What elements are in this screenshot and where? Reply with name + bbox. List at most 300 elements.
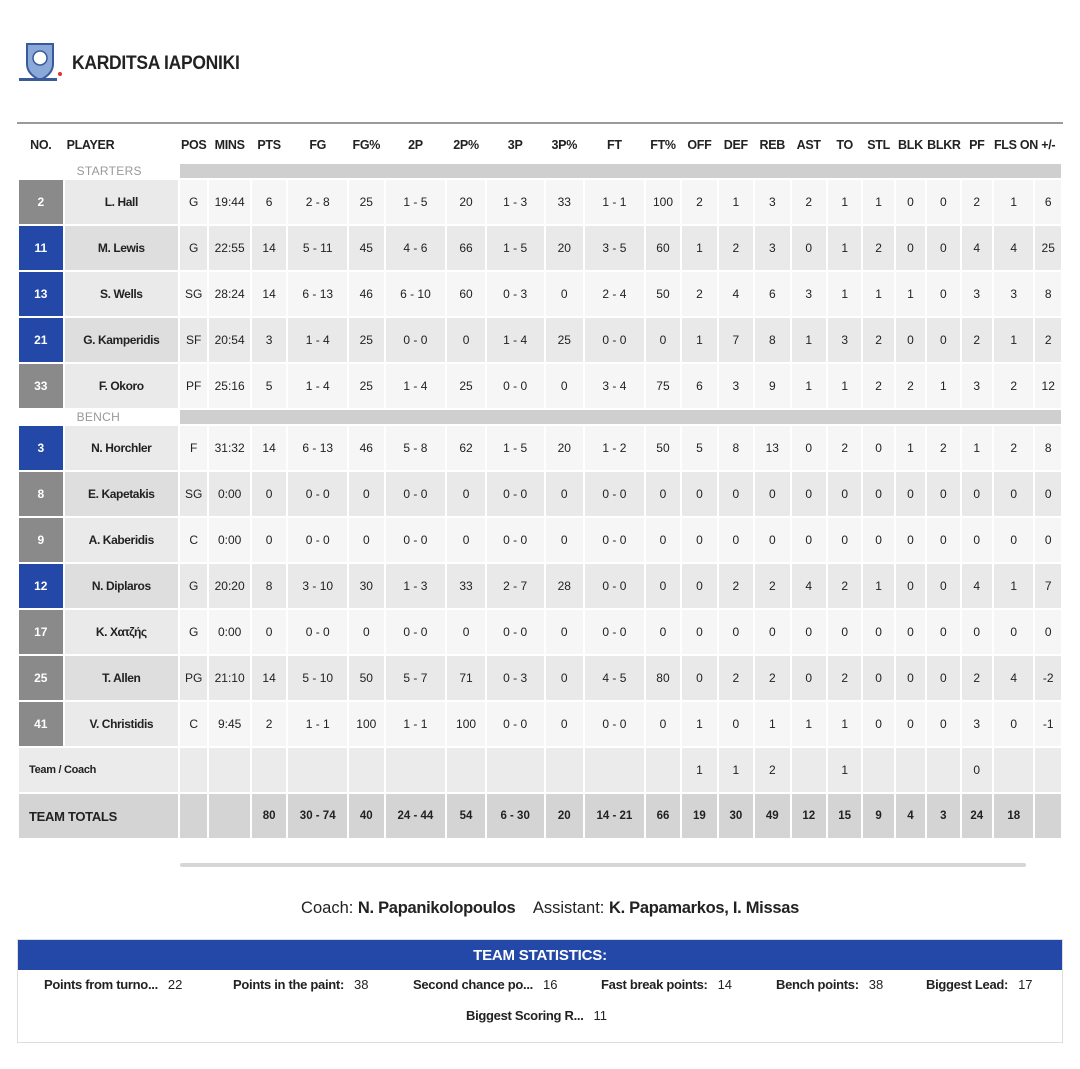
stat-fg: 0 - 0 [288, 610, 347, 656]
stat-ftp: 0 [646, 318, 680, 364]
stat-blkr: 0 [927, 656, 959, 702]
stat-reb: 0 [755, 472, 789, 518]
jersey-number: 17 [19, 610, 63, 656]
stat-fg: 6 - 13 [288, 426, 347, 472]
stat-blkr: 0 [927, 272, 959, 318]
column-header: 2P [408, 138, 423, 152]
column-header: 3P [507, 138, 523, 152]
stat-to: 1 [828, 748, 861, 794]
stat-p2: 0 - 0 [386, 472, 446, 518]
stat-ftp: 0 [646, 472, 680, 518]
stat-pm: -2 [1035, 656, 1061, 702]
stat-to: 2 [828, 656, 861, 702]
stat-ft [585, 748, 644, 794]
stat-pts: 0 [252, 518, 286, 564]
table-header-row [19, 126, 1061, 164]
stat-fg: 1 - 4 [288, 318, 347, 364]
total-ftp: 66 [646, 794, 680, 838]
stat-blkr [927, 748, 959, 794]
stat-mins: 9:45 [209, 702, 250, 748]
stat-blk: 0 [896, 518, 925, 564]
stat-pf: 2 [962, 656, 992, 702]
stat-flson: 0 [994, 610, 1034, 656]
column-header: 2P% [453, 138, 479, 152]
stat-ast: 1 [792, 702, 826, 748]
stat-blkr: 0 [927, 226, 959, 272]
column-header: PLAYER [66, 138, 115, 152]
stat-p2: 5 - 7 [386, 656, 446, 702]
stat-blkr: 0 [927, 318, 959, 364]
stat-p2p: 66 [447, 226, 484, 272]
team-coach-row [19, 748, 1061, 794]
stat-ftp: 60 [646, 226, 680, 272]
stat-mins: 25:16 [209, 364, 250, 410]
stat-pos: F [180, 426, 207, 472]
stat-pos: C [180, 518, 207, 564]
total-fg: 30 - 74 [288, 794, 347, 838]
stat-fgp: 0 [349, 518, 383, 564]
stat-fgp: 30 [349, 564, 383, 610]
stat-ft: 0 - 0 [585, 318, 644, 364]
section-divider [180, 410, 1061, 426]
player-name-link[interactable]: F. Okoro [65, 364, 178, 410]
stat-stl: 1 [863, 180, 893, 226]
player-name-link[interactable]: V. Christidis [65, 702, 178, 748]
stat-flson: 4 [994, 226, 1034, 272]
stat-pts: 3 [252, 318, 286, 364]
stat-def: 0 [719, 610, 753, 656]
stat-mins: 21:10 [209, 656, 250, 702]
stat-ast [792, 748, 826, 794]
stat-mins: 19:44 [209, 180, 250, 226]
total-mins [209, 794, 250, 838]
coach-label: Coach: [301, 899, 354, 917]
stat-mins [209, 748, 250, 794]
stat-ft: 3 - 4 [585, 364, 644, 410]
stat-off: 1 [682, 748, 716, 794]
stat-p3: 0 - 3 [487, 272, 544, 318]
stat-stl [863, 748, 893, 794]
stat-ftp: 0 [646, 610, 680, 656]
stat-ft: 3 - 5 [585, 226, 644, 272]
stat-pos: G [180, 564, 207, 610]
player-name-link[interactable]: L. Hall [65, 180, 178, 226]
stat-pos: G [180, 180, 207, 226]
stat-ast: 1 [792, 364, 826, 410]
stat-flson: 0 [994, 702, 1034, 748]
stat-ft: 0 - 0 [585, 702, 644, 748]
stat-off: 0 [682, 472, 716, 518]
stat-pm: 6 [1035, 180, 1061, 226]
stat-to: 1 [828, 272, 861, 318]
stat-p2: 1 - 5 [386, 180, 446, 226]
stat-p3p: 0 [546, 272, 583, 318]
stat-stl: 1 [863, 272, 893, 318]
stat-p3: 0 - 0 [487, 518, 544, 564]
stat-ft: 4 - 5 [585, 656, 644, 702]
stat-item: Fast break points: 14 [601, 977, 733, 992]
player-name-link[interactable]: S. Wells [65, 272, 178, 318]
stat-blkr: 0 [927, 610, 959, 656]
stat-def: 3 [719, 364, 753, 410]
column-header: FG% [352, 138, 381, 152]
column-header: REB [759, 138, 786, 152]
stat-p2 [386, 748, 446, 794]
player-row[interactable] [19, 318, 1061, 364]
stat-pts: 8 [252, 564, 286, 610]
stat-ast: 0 [792, 226, 826, 272]
stat-blkr: 0 [927, 518, 959, 564]
stat-to: 0 [828, 610, 861, 656]
player-row[interactable] [19, 656, 1061, 702]
player-row[interactable] [19, 472, 1061, 518]
stat-mins: 31:32 [209, 426, 250, 472]
stat-p2: 0 - 0 [386, 518, 446, 564]
section-label: BENCH [65, 410, 178, 426]
section-divider [180, 164, 1061, 180]
player-name-link[interactable]: M. Lewis [65, 226, 178, 272]
stat-pf: 4 [962, 564, 992, 610]
stat-off: 1 [682, 702, 716, 748]
stat-flson: 1 [994, 180, 1034, 226]
stat-mins: 28:24 [209, 272, 250, 318]
coach-name: N. Papanikolopoulos [357, 899, 516, 917]
stat-pm: 0 [1035, 518, 1061, 564]
stat-mins: 0:00 [209, 610, 250, 656]
stat-ftp [646, 748, 680, 794]
column-header: FG [309, 138, 327, 152]
stat-ftp: 0 [646, 702, 680, 748]
stat-off: 0 [682, 656, 716, 702]
total-reb: 49 [755, 794, 789, 838]
stat-fgp: 25 [349, 364, 383, 410]
stat-stl: 0 [863, 656, 893, 702]
stat-fg: 1 - 4 [288, 364, 347, 410]
stat-p2p: 0 [447, 518, 484, 564]
stat-p3: 0 - 0 [487, 702, 544, 748]
stat-stl: 0 [863, 518, 893, 564]
stat-reb: 3 [755, 226, 789, 272]
team-header [17, 40, 1063, 100]
total-blkr: 3 [927, 794, 959, 838]
stat-pts: 14 [252, 272, 286, 318]
stat-def: 0 [719, 472, 753, 518]
stat-p2p: 71 [447, 656, 484, 702]
player-name-link[interactable]: K. Χατζής [65, 610, 178, 656]
stat-pos: C [180, 702, 207, 748]
stat-ft: 1 - 2 [585, 426, 644, 472]
stat-def: 0 [719, 702, 753, 748]
stat-flson: 1 [994, 564, 1034, 610]
stat-to: 1 [828, 180, 861, 226]
stat-fg: 1 - 1 [288, 702, 347, 748]
stat-pts: 0 [252, 472, 286, 518]
total-stl: 9 [863, 794, 893, 838]
stat-p2: 0 - 0 [386, 610, 446, 656]
stat-fg: 5 - 11 [288, 226, 347, 272]
stat-to: 1 [828, 364, 861, 410]
stat-fg: 3 - 10 [288, 564, 347, 610]
stat-p3p: 33 [546, 180, 583, 226]
stat-reb: 9 [755, 364, 789, 410]
stat-pts [252, 748, 286, 794]
stat-off: 6 [682, 364, 716, 410]
total-p2p: 54 [447, 794, 484, 838]
stat-pf: 0 [962, 472, 992, 518]
player-row[interactable] [19, 426, 1061, 472]
column-header: FLS ON [993, 138, 1038, 152]
stat-pts: 14 [252, 426, 286, 472]
stat-p3: 1 - 4 [487, 318, 544, 364]
stat-mins: 0:00 [209, 472, 250, 518]
stat-flson: 2 [994, 426, 1034, 472]
stat-blkr: 0 [927, 472, 959, 518]
stat-blk: 0 [896, 610, 925, 656]
stat-off: 1 [682, 318, 716, 364]
stat-off: 5 [682, 426, 716, 472]
team-statistics-title: TEAM STATISTICS: [18, 940, 1062, 970]
stat-p3: 2 - 7 [487, 564, 544, 610]
stat-item: Second chance po... 16 [413, 977, 558, 992]
stat-off: 0 [682, 610, 716, 656]
stat-p3: 0 - 0 [487, 364, 544, 410]
jersey-number: 33 [19, 364, 63, 410]
stat-p3: 0 - 0 [487, 610, 544, 656]
stat-flson: 3 [994, 272, 1034, 318]
stat-ast: 0 [792, 656, 826, 702]
stat-pts: 6 [252, 180, 286, 226]
stat-fgp: 50 [349, 656, 383, 702]
stat-p2p: 0 [447, 318, 484, 364]
stat-pm: 0 [1035, 610, 1061, 656]
stat-def: 2 [719, 226, 753, 272]
column-header: NO. [30, 138, 52, 152]
total-off: 19 [682, 794, 716, 838]
stat-ast: 0 [792, 610, 826, 656]
player-name-link[interactable]: A. Kaberidis [65, 518, 178, 564]
stat-pm [1035, 748, 1061, 794]
player-row[interactable] [19, 564, 1061, 610]
horizontal-scrollbar[interactable] [180, 863, 1026, 867]
stat-blk: 0 [896, 472, 925, 518]
stat-fgp: 25 [349, 318, 383, 364]
stat-item: Biggest Scoring R... 11 [466, 1008, 608, 1023]
total-pts: 80 [252, 794, 286, 838]
stat-reb: 3 [755, 180, 789, 226]
stat-reb: 2 [755, 656, 789, 702]
stat-reb: 0 [755, 610, 789, 656]
stat-off: 0 [682, 564, 716, 610]
stat-pts: 5 [252, 364, 286, 410]
stat-pf: 3 [962, 272, 992, 318]
stat-pf: 4 [962, 226, 992, 272]
column-header: TO [836, 138, 853, 152]
column-header: POS [180, 138, 207, 152]
player-row[interactable] [19, 272, 1061, 318]
stat-p3p: 0 [546, 518, 583, 564]
player-row[interactable] [19, 226, 1061, 272]
stat-stl: 2 [863, 364, 893, 410]
stat-p3p: 0 [546, 364, 583, 410]
stat-ast: 4 [792, 564, 826, 610]
column-header: OFF [687, 138, 712, 152]
total-p3p: 20 [546, 794, 583, 838]
stat-pf: 0 [962, 610, 992, 656]
team-totals-label: TEAM TOTALS [19, 794, 178, 838]
stat-pf: 3 [962, 364, 992, 410]
stat-pm: 25 [1035, 226, 1061, 272]
stat-p2: 1 - 1 [386, 702, 446, 748]
jersey-number: 8 [19, 472, 63, 518]
total-pf: 24 [962, 794, 992, 838]
stat-pf: 3 [962, 702, 992, 748]
stat-p2p: 20 [447, 180, 484, 226]
stat-to: 3 [828, 318, 861, 364]
stat-flson [994, 748, 1034, 794]
column-header: STL [867, 138, 890, 152]
player-row[interactable] [19, 610, 1061, 656]
column-header: BLK [898, 138, 923, 152]
stat-p3p: 0 [546, 610, 583, 656]
total-def: 30 [719, 794, 753, 838]
stat-ast: 3 [792, 272, 826, 318]
stat-p2: 1 - 4 [386, 364, 446, 410]
stat-pos: SG [180, 272, 207, 318]
stat-p3: 0 - 0 [487, 472, 544, 518]
stat-def: 1 [719, 748, 753, 794]
stat-fg [288, 748, 347, 794]
stat-to: 0 [828, 472, 861, 518]
total-to: 15 [828, 794, 861, 838]
stat-def: 1 [719, 180, 753, 226]
stat-ft: 2 - 4 [585, 272, 644, 318]
stat-pm: 8 [1035, 272, 1061, 318]
team-coach-label: Team / Coach [19, 748, 178, 794]
stat-p2p: 62 [447, 426, 484, 472]
stat-ft: 1 - 1 [585, 180, 644, 226]
stat-fgp: 0 [349, 610, 383, 656]
stat-p2p: 0 [447, 472, 484, 518]
stat-pos [180, 748, 207, 794]
stat-pf: 2 [962, 180, 992, 226]
stat-def: 8 [719, 426, 753, 472]
stat-flson: 0 [994, 518, 1034, 564]
total-p2: 24 - 44 [386, 794, 446, 838]
stat-ftp: 75 [646, 364, 680, 410]
stat-blk: 0 [896, 656, 925, 702]
stat-pos: PG [180, 656, 207, 702]
stat-p3p: 0 [546, 702, 583, 748]
stat-p3: 1 - 3 [487, 180, 544, 226]
stat-off: 2 [682, 180, 716, 226]
stat-p2p [447, 748, 484, 794]
total-ft: 14 - 21 [585, 794, 644, 838]
stat-reb: 2 [755, 748, 789, 794]
stat-ast: 0 [792, 426, 826, 472]
stat-item: Bench points: 38 [776, 977, 884, 992]
stat-pts: 14 [252, 226, 286, 272]
player-name-link[interactable]: T. Allen [65, 656, 178, 702]
jersey-number: 41 [19, 702, 63, 748]
coach-line [0, 899, 1080, 918]
stat-off: 0 [682, 518, 716, 564]
stat-p2p: 25 [447, 364, 484, 410]
stat-off: 2 [682, 272, 716, 318]
stat-fg: 0 - 0 [288, 518, 347, 564]
stat-stl: 0 [863, 702, 893, 748]
stat-fgp: 0 [349, 472, 383, 518]
team-totals-row [19, 794, 1061, 838]
jersey-number: 3 [19, 426, 63, 472]
column-header: MINS [214, 138, 245, 152]
jersey-number: 13 [19, 272, 63, 318]
stat-flson: 0 [994, 472, 1034, 518]
stat-blkr: 0 [927, 180, 959, 226]
player-row[interactable] [19, 702, 1061, 748]
player-row[interactable] [19, 518, 1061, 564]
column-header: +/- [1041, 138, 1056, 152]
assistant-label: Assistant: [532, 899, 605, 917]
stat-p2: 0 - 0 [386, 318, 446, 364]
stat-ast: 0 [792, 518, 826, 564]
stat-stl: 1 [863, 564, 893, 610]
stat-reb: 13 [755, 426, 789, 472]
stat-p2: 4 - 6 [386, 226, 446, 272]
player-name-link[interactable]: N. Diplaros [65, 564, 178, 610]
stat-flson: 4 [994, 656, 1034, 702]
section-label: STARTERS [65, 164, 178, 180]
stat-pf: 2 [962, 318, 992, 364]
stat-ast: 0 [792, 472, 826, 518]
stat-blkr: 0 [927, 564, 959, 610]
jersey-number: 11 [19, 226, 63, 272]
player-name-link[interactable]: G. Kamperidis [65, 318, 178, 364]
stat-fgp: 45 [349, 226, 383, 272]
stat-pts: 14 [252, 656, 286, 702]
stat-ft: 0 - 0 [585, 610, 644, 656]
stat-pf: 0 [962, 518, 992, 564]
stat-pm: 2 [1035, 318, 1061, 364]
stat-mins: 20:20 [209, 564, 250, 610]
stat-blk [896, 748, 925, 794]
stat-stl: 2 [863, 318, 893, 364]
stat-def: 2 [719, 656, 753, 702]
divider [17, 122, 1063, 124]
stat-p3p: 20 [546, 226, 583, 272]
player-name-link[interactable]: E. Kapetakis [65, 472, 178, 518]
stat-stl: 0 [863, 472, 893, 518]
player-name-link[interactable]: N. Horchler [65, 426, 178, 472]
stat-blkr: 0 [927, 702, 959, 748]
stat-stl: 2 [863, 226, 893, 272]
stat-pm: -1 [1035, 702, 1061, 748]
total-pm [1035, 794, 1061, 838]
player-row[interactable] [19, 180, 1061, 226]
stat-reb: 1 [755, 702, 789, 748]
column-header: DEF [723, 138, 748, 152]
stat-pm: 12 [1035, 364, 1061, 410]
stat-pos: SG [180, 472, 207, 518]
stat-blk: 2 [896, 364, 925, 410]
stat-ft: 0 - 0 [585, 564, 644, 610]
stat-p3 [487, 748, 544, 794]
stat-to: 2 [828, 564, 861, 610]
stat-blkr: 2 [927, 426, 959, 472]
team-name: KARDITSA IAPONIKI [72, 53, 240, 74]
player-row[interactable] [19, 364, 1061, 410]
stat-pts: 0 [252, 610, 286, 656]
stat-ftp: 100 [646, 180, 680, 226]
